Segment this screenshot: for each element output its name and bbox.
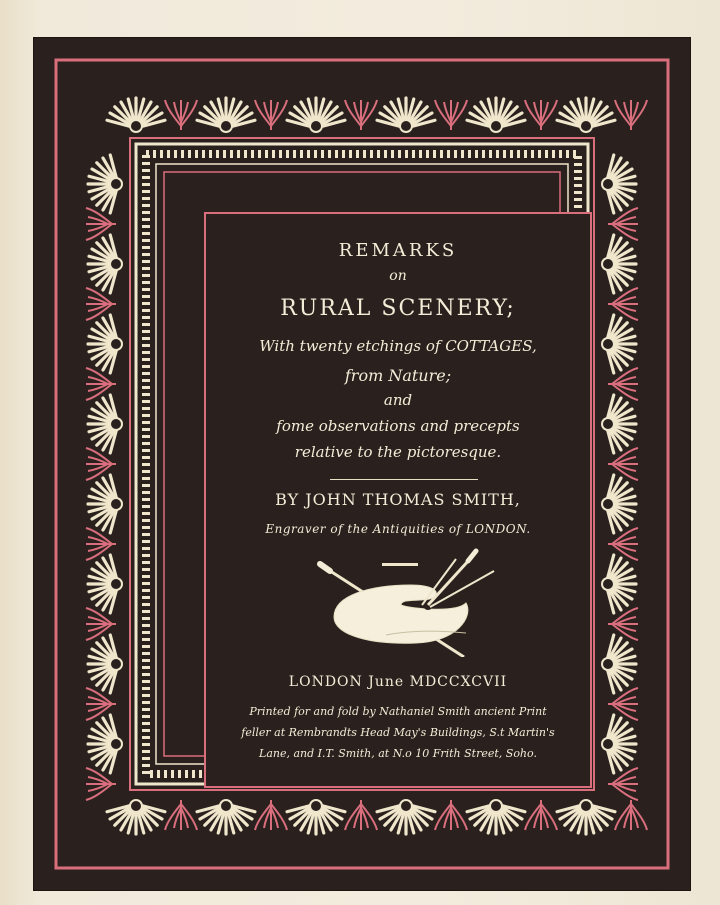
imprint-line-3: Lane, and I.T. Smith, at N.o 10 Frith Street, Soho. — [259, 747, 537, 760]
title-remarks: REMARKS — [338, 240, 458, 261]
imprint-line-2: feller at Rembrandts Head May's Buildings, S.t Martin's — [241, 726, 555, 739]
title-rule — [330, 479, 478, 480]
title-panel — [204, 212, 592, 788]
palette-and-brushes-icon — [316, 547, 506, 657]
subtitle-relative: relative to the pictoresque. — [294, 443, 502, 461]
subtitle-nature: from Nature; — [344, 366, 452, 385]
subtitle-observations: fome observations and precepts — [276, 417, 520, 435]
author-line: BY JOHN THOMAS SMITH, — [275, 490, 521, 509]
imprint-date: LONDON June MDCCXCVII — [288, 674, 508, 690]
title-on: on — [389, 268, 407, 284]
engraved-title-plate — [34, 38, 690, 890]
engraver-line: Engraver of the Antiquities of LONDON. — [265, 522, 531, 536]
subtitle-etchings: With twenty etchings of COTTAGES, — [259, 337, 537, 355]
subtitle-and: and — [383, 391, 413, 409]
imprint-line-1: Printed for and fold by Nathaniel Smith ancient Print — [249, 705, 547, 718]
title-rural-scenery: RURAL SCENERY; — [280, 296, 516, 321]
